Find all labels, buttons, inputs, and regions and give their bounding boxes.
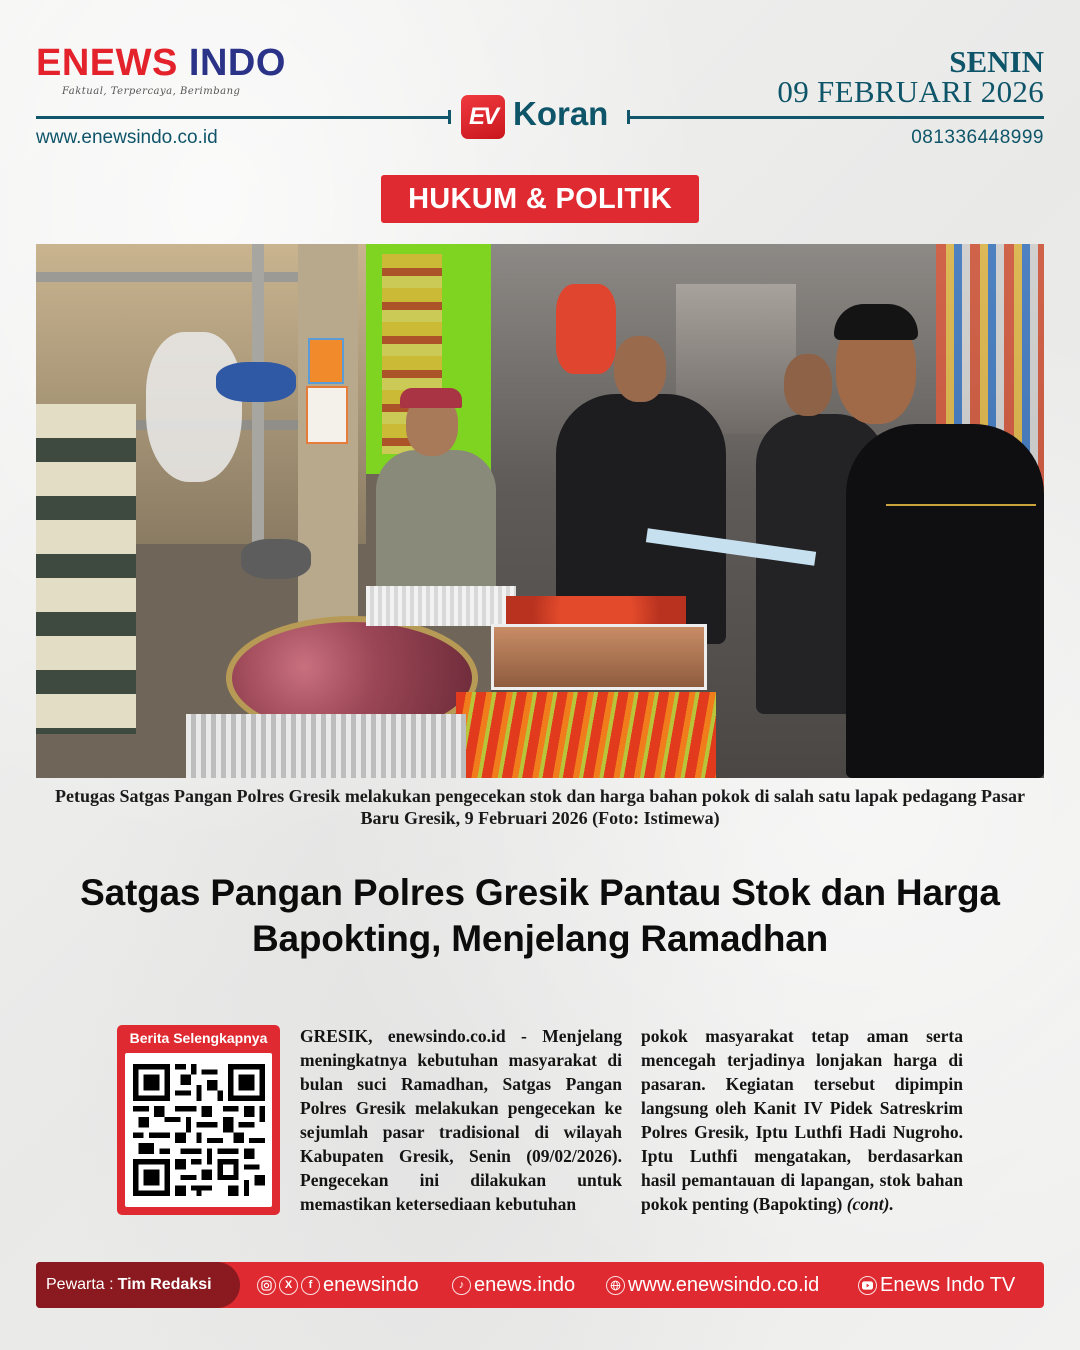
tiktok-handle: enews.indo	[474, 1273, 576, 1296]
edition-label: Koran	[513, 95, 609, 132]
qr-code[interactable]	[125, 1053, 272, 1207]
youtube-link[interactable]	[858, 1262, 1015, 1308]
category-badge: HUKUM & POLITIK	[381, 175, 699, 223]
footer-website: www.enewsindo.co.id	[628, 1273, 820, 1296]
brand-logo	[36, 44, 286, 82]
brand-tagline: Faktual, Terpercaya, Berimbang	[62, 86, 241, 97]
header-rule-cap-left	[448, 110, 451, 124]
footer-website-link[interactable]	[606, 1262, 819, 1308]
reporter-label: Pewarta :	[46, 1276, 114, 1293]
x-icon: X	[279, 1276, 298, 1295]
continued-marker: (cont).	[846, 1194, 894, 1214]
article-column-2	[641, 1024, 963, 1216]
photo-caption: Petugas Satgas Pangan Polres Gresik melakukan pengecekan stok dan harga bahan pokok di salah satu lapak pedagang Pasar Baru Gresik, 9 Februari 2026 (Foto: Istimewa)	[54, 786, 1026, 828]
header-phone: 081336448999	[911, 127, 1044, 148]
social-group-tiktok[interactable]	[452, 1262, 575, 1308]
header-rule-right	[630, 116, 1044, 119]
instagram-icon	[257, 1276, 276, 1295]
social-handle: enewsindo	[323, 1273, 419, 1296]
qr-title: Berita Selengkapnya	[129, 1030, 268, 1046]
qr-code-icon	[133, 1061, 265, 1199]
globe-icon	[606, 1276, 625, 1295]
facebook-icon: f	[301, 1276, 320, 1295]
tiktok-icon: ♪	[452, 1276, 471, 1295]
article-text-2-body: pokok masyarakat tetap aman serta mencegah terjadinya lonjakan harga di pasaran. Kegiatan tersebut dipimpin langsung oleh Kanit IV Pidek Satreskrim Polres Gresik, Iptu Luthfi Hadi Nugroho. Iptu Luthfi mengatakan, berdasarkan hasil pemantauan di lapangan, stok bahan pokok penting (Bapokting)	[641, 1026, 963, 1214]
article-photo	[36, 244, 1044, 778]
brand-name-part1: ENEWS	[36, 42, 178, 84]
reporter-pill	[36, 1262, 240, 1308]
issue-day: SENIN	[949, 44, 1044, 79]
header-rule-left	[36, 116, 448, 119]
article-headline: Satgas Pangan Polres Gresik Pantau Stok dan Harga Bapokting, Menjelang Ramadhan	[80, 872, 1000, 959]
qr-card[interactable]	[117, 1025, 280, 1215]
brand-name-part2: INDO	[188, 42, 286, 84]
reporter-name: Tim Redaksi	[117, 1276, 212, 1293]
article-text-1: GRESIK, enewsindo.co.id - Menjelang meningkatnya kebutuhan masyarakat di bulan suci Ramadhan, Satgas Pangan Polres Gresik melakukan pengecekan ke sejumlah pasar tradisional di wilayah Kabupaten Gresik, Senin (09/02/2026). Pengecekan ini dilakukan untuk memastikan ketersediaan kebutuhan	[300, 1026, 622, 1214]
article-text-2	[641, 1024, 963, 1216]
youtube-icon	[858, 1276, 877, 1295]
issue-date: 09 FEBRUARI 2026	[777, 74, 1044, 109]
article-column-1	[300, 1024, 622, 1216]
header-website-link[interactable]: www.enewsindo.co.id	[36, 127, 218, 148]
youtube-channel: Enews Indo TV	[880, 1273, 1016, 1296]
social-group-main[interactable]	[257, 1262, 419, 1308]
ev-logo-icon: EV	[461, 95, 505, 139]
